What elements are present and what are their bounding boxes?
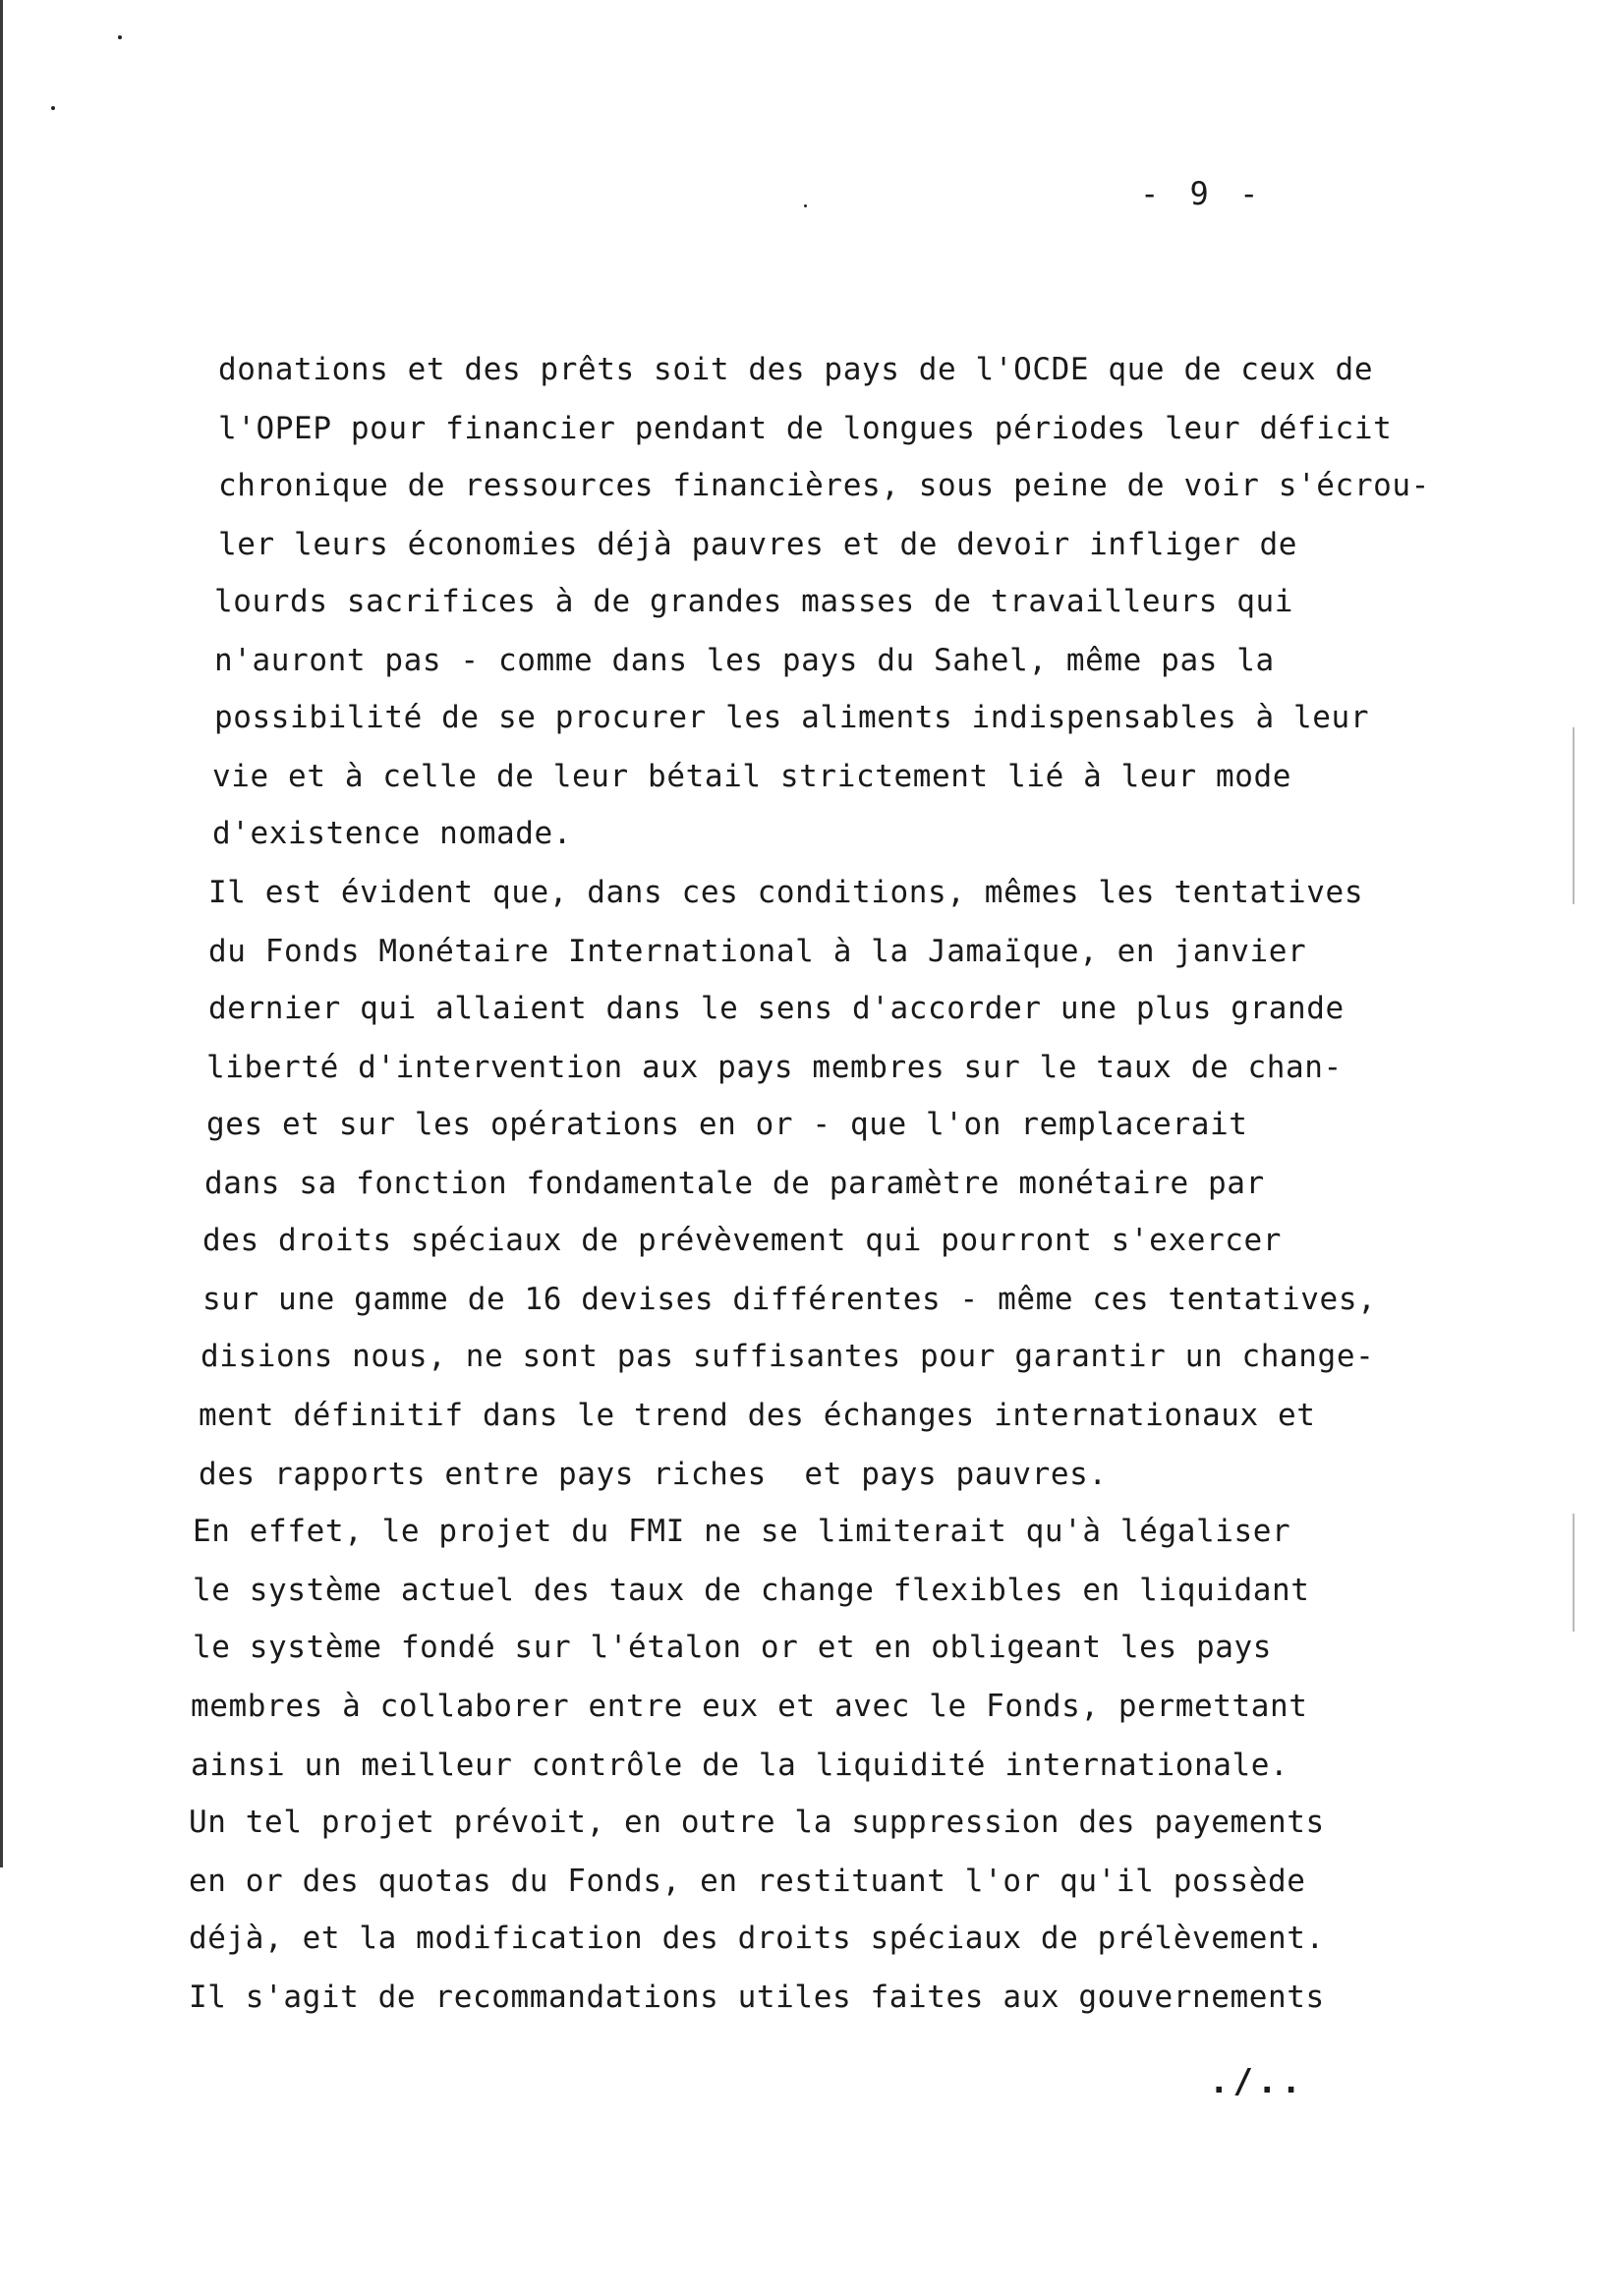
text-line: en or des quotas du Fonds, en restituant l'or qu'il possède bbox=[189, 1864, 1306, 1899]
text-line: disions nous, ne sont pas suffisantes pour garantir un change- bbox=[200, 1339, 1375, 1374]
text-line: du Fonds Monétaire International à la Jamaïque, en janvier bbox=[208, 934, 1307, 969]
text-line: ainsi un meilleur contrôle de la liquidité internationale. bbox=[191, 1748, 1289, 1783]
text-line: donations et des prêts soit des pays de l'OCDE que de ceux de bbox=[218, 352, 1374, 387]
text-line: lourds sacrifices à de grandes masses de travailleurs qui bbox=[214, 584, 1294, 619]
text-line: l'OPEP pour financier pendant de longues périodes leur déficit bbox=[218, 411, 1393, 446]
text-line: le système fondé sur l'étalon or et en obligeant les pays bbox=[193, 1630, 1273, 1665]
text-line: déjà, et la modification des droits spéciaux de prélèvement. bbox=[189, 1921, 1325, 1956]
text-line: sur une gamme de 16 devises différentes - même ces tentatives, bbox=[202, 1282, 1377, 1317]
text-line: En effet, le projet du FMI ne se limiterait qu'à légaliser bbox=[193, 1514, 1291, 1549]
text-line: ges et sur les opérations en or - que l'on remplacerait bbox=[206, 1107, 1248, 1142]
text-line: Il est évident que, dans ces conditions, mêmes les tentatives bbox=[208, 875, 1364, 910]
text-line: Il s'agit de recommandations utiles faites aux gouvernements bbox=[189, 1980, 1325, 2015]
text-line: ment définitif dans le trend des échanges internationaux et bbox=[199, 1398, 1316, 1433]
scan-speck bbox=[804, 204, 807, 207]
text-line: Un tel projet prévoit, en outre la suppression des payements bbox=[189, 1805, 1325, 1840]
text-line: des rapports entre pays riches et pays pauvres. bbox=[199, 1457, 1108, 1492]
scan-left-edge bbox=[0, 0, 3, 1867]
text-line: dernier qui allaient dans le sens d'accorder une plus grande bbox=[208, 991, 1345, 1026]
text-line: vie et à celle de leur bétail strictement lié à leur mode bbox=[212, 759, 1292, 794]
text-line: d'existence nomade. bbox=[212, 816, 573, 851]
page-number: - 9 - bbox=[1140, 175, 1265, 212]
text-line: chronique de ressources financières, sous peine de voir s'écrou- bbox=[218, 468, 1430, 503]
text-line: possibilité de se procurer les aliments indispensables à leur bbox=[214, 700, 1370, 735]
text-line: dans sa fonction fondamentale de paramètre monétaire par bbox=[204, 1166, 1265, 1201]
text-line: des droits spéciaux de prévèvement qui pourront s'exercer bbox=[202, 1223, 1283, 1258]
scan-edge-mark bbox=[1573, 1514, 1575, 1632]
scan-speck bbox=[51, 106, 55, 110]
text-line: n'auront pas - comme dans les pays du Sahel, même pas la bbox=[214, 643, 1275, 678]
scan-speck bbox=[118, 35, 122, 39]
text-line: ler leurs économies déjà pauvres et de devoir infliger de bbox=[218, 527, 1298, 562]
continuation-mark: ./.. bbox=[1209, 2062, 1305, 2101]
scan-edge-mark bbox=[1573, 727, 1575, 904]
text-line: membres à collaborer entre eux et avec le Fonds, permettant bbox=[191, 1689, 1308, 1724]
text-line: le système actuel des taux de change flexibles en liquidant bbox=[193, 1573, 1310, 1608]
text-line: liberté d'intervention aux pays membres sur le taux de chan- bbox=[206, 1050, 1343, 1085]
